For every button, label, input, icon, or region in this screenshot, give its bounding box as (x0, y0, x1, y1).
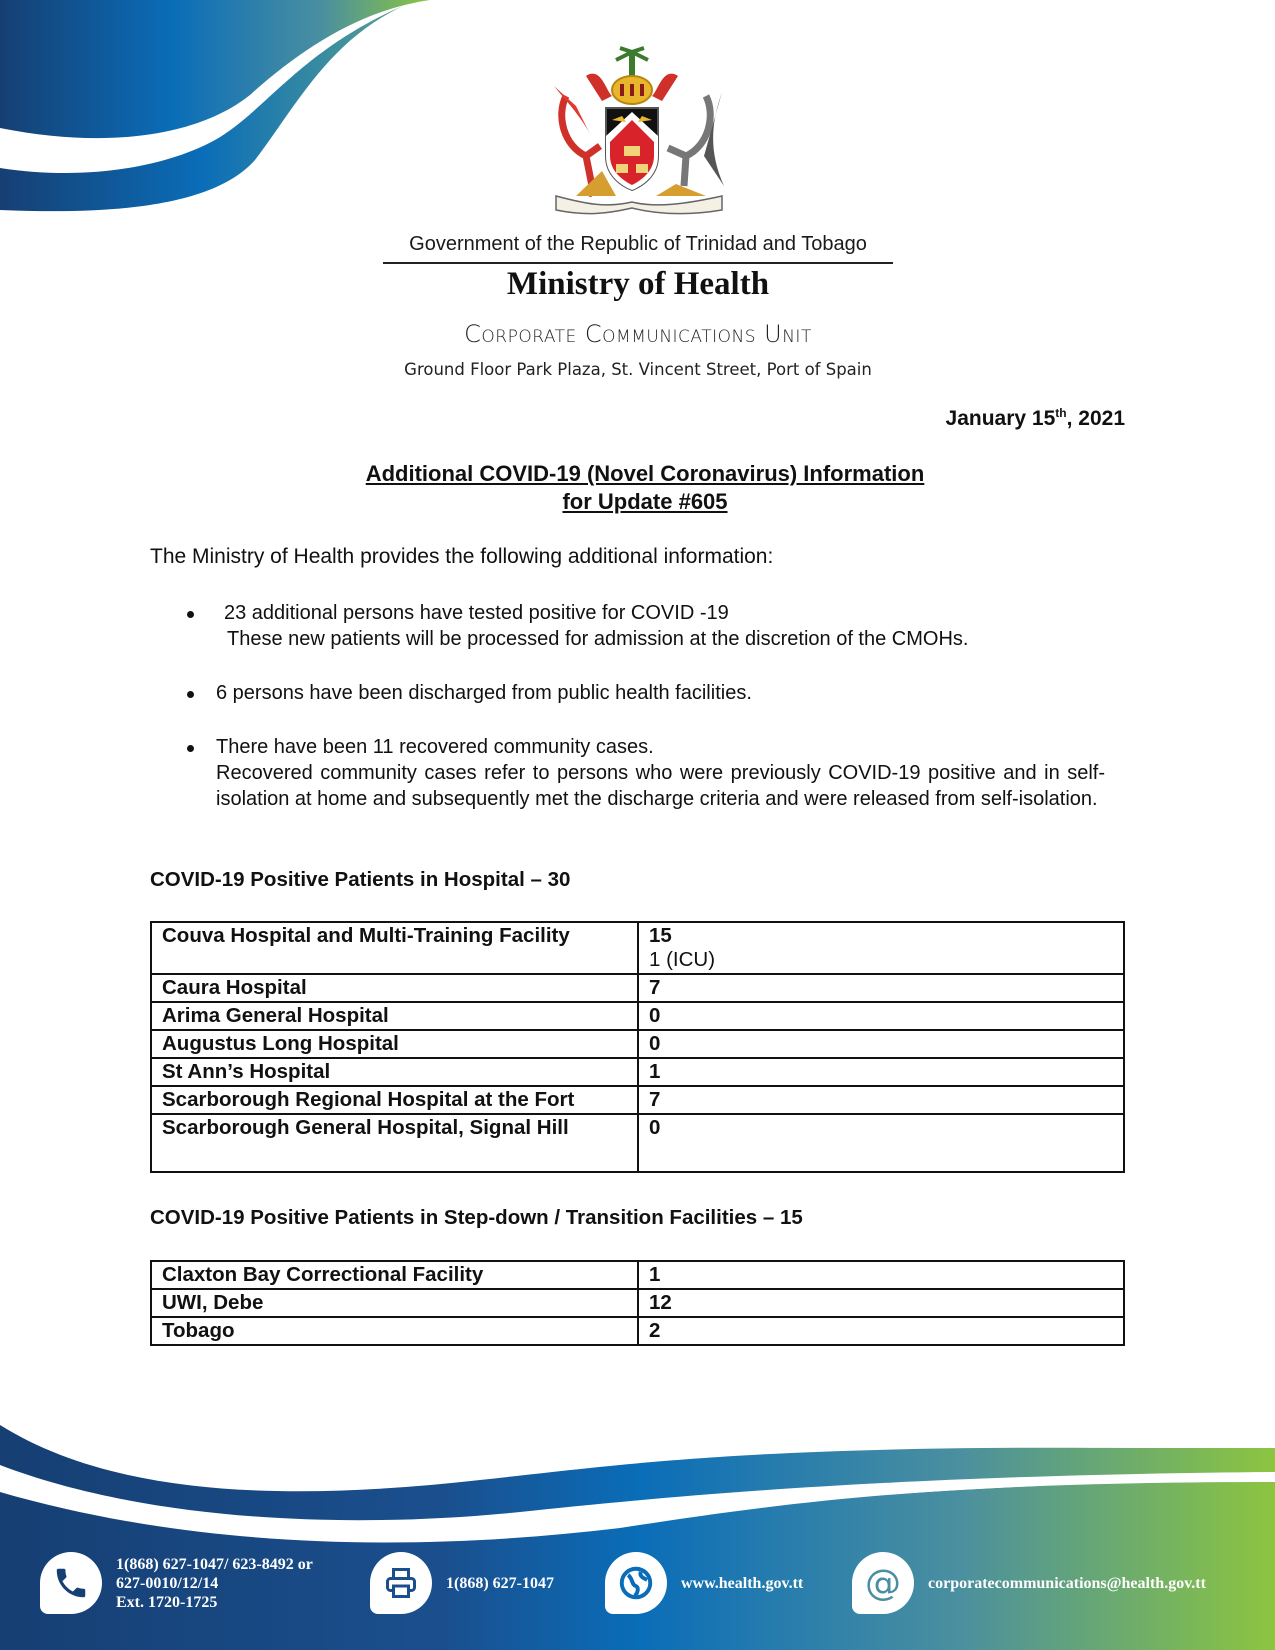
contact-website[interactable] (605, 1552, 803, 1614)
patient-count: 2 (638, 1317, 1124, 1345)
bullet-item-recovered (150, 734, 1105, 812)
table-row (151, 1002, 1124, 1030)
date-day: January 15 (945, 407, 1056, 430)
facility-name: UWI, Debe (151, 1289, 638, 1317)
patient-count: 7 (638, 974, 1124, 1002)
globe-icon (605, 1552, 667, 1614)
stepdown-section-heading: COVID-19 Positive Patients in Step-down / Transition Facilities – 15 (150, 1206, 803, 1229)
letterhead-divider (383, 262, 893, 264)
patient-count: 12 (638, 1289, 1124, 1317)
icu-count: 1 (ICU) (649, 948, 716, 971)
date-year: , 2021 (1066, 407, 1125, 430)
facility-name: Couva Hospital and Multi-Training Facility (151, 922, 638, 974)
document-title (300, 460, 990, 516)
facility-name: Caura Hospital (151, 974, 638, 1002)
bullet-list (150, 600, 1105, 840)
bullet-main-text: There have been 11 recovered community cases. (216, 736, 654, 758)
phone-numbers-alt: 627-0010/12/14 (116, 1574, 219, 1592)
table-row (151, 1086, 1124, 1114)
phone-icon (40, 1552, 102, 1614)
stepdown-table (150, 1260, 1125, 1346)
phone-numbers: 1(868) 627-1047/ 623-8492 or (116, 1555, 313, 1573)
bullet-sub-text: Recovered community cases refer to persons who were previously COVID-19 positive and in self-isolation at home and subsequently met the discharge criteria and were released from self-isolation. (216, 762, 1105, 810)
facility-name: St Ann’s Hospital (151, 1058, 638, 1086)
facility-name: Augustus Long Hospital (151, 1030, 638, 1058)
ministry-address: Ground Floor Park Plaza, St. Vincent Street, Port of Spain (404, 360, 872, 379)
patient-count: 1 (638, 1058, 1124, 1086)
table-row (151, 1030, 1124, 1058)
bullet-item-discharged (150, 680, 1105, 706)
bullet-main-text: 6 persons have been discharged from public health facilities. (216, 682, 752, 704)
document-date (946, 406, 1125, 431)
patient-count: 0 (638, 1030, 1124, 1058)
government-name: Government of the Republic of Trinidad and Tobago (409, 233, 867, 255)
contact-fax (370, 1552, 554, 1614)
patient-count: 0 (638, 1002, 1124, 1030)
header-wave-decoration (0, 0, 440, 220)
patient-count: 0 (638, 1114, 1124, 1172)
table-row (151, 1317, 1124, 1345)
bullet-main-text: 23 additional persons have tested positive for COVID -19 (224, 602, 729, 624)
hospital-table (150, 921, 1125, 1173)
bullet-sub-text: These new patients will be processed for admission at the discretion of the CMOHs. (227, 628, 969, 650)
phone-extension: Ext. 1720-1725 (116, 1593, 218, 1611)
date-ordinal-suffix: th (1055, 406, 1067, 420)
unit-name: Corporate Communications Unit (464, 320, 812, 348)
facility-name: Scarborough Regional Hospital at the Fort (151, 1086, 638, 1114)
fax-number: 1(868) 627-1047 (446, 1574, 554, 1592)
contact-phone (40, 1552, 313, 1614)
website-link[interactable]: www.health.gov.tt (681, 1574, 804, 1592)
patient-count: 7 (638, 1086, 1124, 1114)
at-sign-icon: @ (852, 1552, 914, 1614)
title-line-2: for Update #605 (562, 489, 728, 514)
facility-name: Scarborough General Hospital, Signal Hill (151, 1114, 638, 1172)
ministry-name: Ministry of Health (506, 266, 770, 302)
hospital-section-heading: COVID-19 Positive Patients in Hospital – 30 (150, 868, 571, 891)
email-link[interactable]: corporatecommunications@health.gov.tt (928, 1574, 1206, 1592)
facility-name: Arima General Hospital (151, 1002, 638, 1030)
facility-name: Tobago (151, 1317, 638, 1345)
table-row (151, 922, 1124, 974)
table-row (151, 1058, 1124, 1086)
table-row (151, 1261, 1124, 1289)
bullet-item-new-cases (150, 600, 1105, 652)
footer-contacts (0, 1540, 1275, 1630)
patient-count: 1 (638, 1261, 1124, 1289)
patient-count (638, 922, 1124, 974)
table-row (151, 1114, 1124, 1172)
table-row (151, 1289, 1124, 1317)
bullet-icon (187, 745, 194, 752)
title-line-1: Additional COVID-19 (Novel Coronavirus) Information (365, 461, 925, 486)
intro-paragraph: The Ministry of Health provides the following additional information: (150, 545, 774, 568)
coat-of-arms-emblem (546, 46, 732, 216)
contact-email[interactable] (852, 1552, 1206, 1614)
printer-icon (370, 1552, 432, 1614)
table-row (151, 974, 1124, 1002)
bullet-icon (187, 611, 194, 618)
facility-name: Claxton Bay Correctional Facility (151, 1261, 638, 1289)
patient-count-value: 15 (649, 924, 672, 947)
bullet-icon (187, 691, 194, 698)
